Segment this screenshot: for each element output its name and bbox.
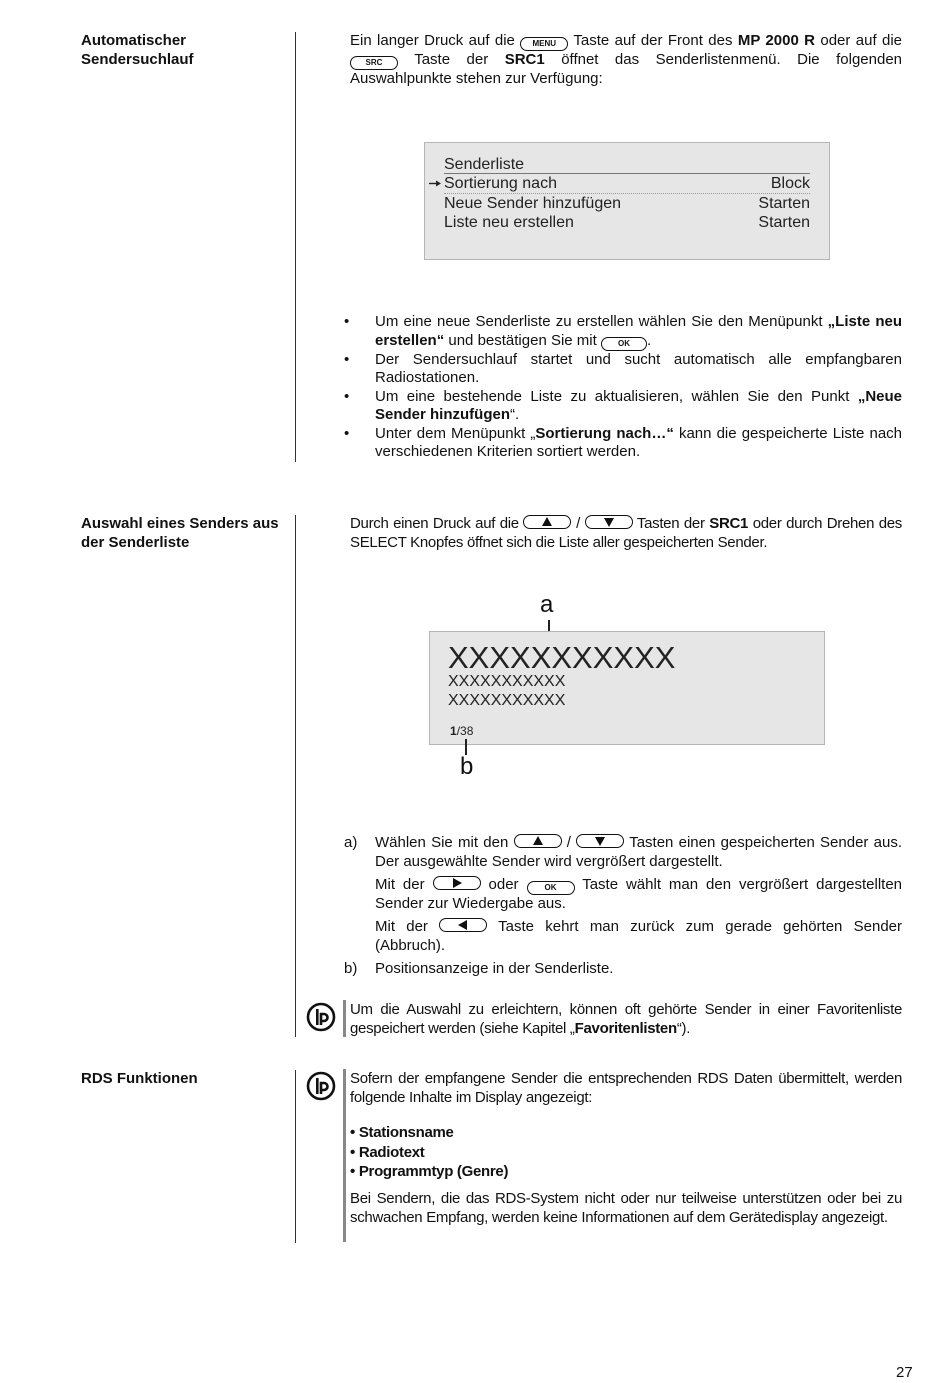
selected-station: XXXXXXXXXXX <box>448 640 676 675</box>
callout-a: a <box>540 591 554 618</box>
select-intro: Durch einen Druck auf die / Tasten der SRC1 oder durch Drehen des SELECT Knopfes öffnet sich die Liste aller gespeicherten Sender. <box>350 515 903 551</box>
auto-intro: Ein langer Druck auf die MENU Taste auf der Front des MP 2000 R oder auf die SRC Taste der SRC1 öffnet das Senderlistenmenü. Die folgenden Auswahlpunkte stehen zur Verfügung: <box>350 32 903 87</box>
right-key-icon <box>433 876 481 890</box>
heading-line: der Senderliste <box>81 533 190 551</box>
section-heading-auto <box>81 32 296 69</box>
page-number: 27 <box>896 1364 913 1381</box>
auto-bullet-list <box>350 313 902 462</box>
item-a-text-3: Mit der Taste kehrt man zurück zum gerade gehörten Sender (Abbruch). <box>375 918 902 954</box>
arrow-right-icon <box>429 179 442 188</box>
ok-key-icon: OK <box>601 337 647 351</box>
ok-key-icon: OK <box>527 881 575 895</box>
note-bar <box>343 1000 346 1037</box>
heading-line: Auswahl eines Senders aus <box>81 515 279 532</box>
item-label-b: b) <box>344 960 358 977</box>
station-list-display <box>429 631 825 745</box>
item-a-text-2: Mit der oder OK Taste wählt man den vergrößert dargestellten Sender zur Wiedergabe aus. <box>375 876 903 912</box>
section-divider <box>295 1070 296 1243</box>
note-bar <box>343 1069 346 1242</box>
bullet-item: • Der Sendersuchlauf startet und sucht automatisch alle empfangbaren Radiostationen. <box>350 351 902 388</box>
src-key-icon: SRC <box>350 56 398 70</box>
rds-list-item: • Radiotext <box>350 1143 425 1161</box>
menu-row-liste-neu: Liste neu erstellen Starten <box>444 214 810 231</box>
up-key-icon <box>523 515 571 529</box>
heading-line: Automatischer <box>81 32 187 49</box>
menu-row-sortierung: Sortierung nach Block <box>444 175 810 192</box>
station-line-2: XXXXXXXXXXX <box>448 673 566 690</box>
rds-list <box>350 1124 508 1182</box>
position-indicator: 1/38 <box>450 724 474 738</box>
down-key-icon <box>585 515 633 529</box>
rds-list-item: • Stationsname <box>350 1124 454 1141</box>
item-a-text-1: Wählen Sie mit den / Tasten einen gespeicherten Sender aus. Der ausgewählte Sender wird vergrößert dargestellt. <box>375 834 902 870</box>
info-icon <box>306 1071 336 1101</box>
heading-line: Sendersuchlauf <box>81 50 194 68</box>
item-b-text: Positionsanzeige in der Senderliste. <box>375 960 614 977</box>
left-key-icon <box>439 918 487 932</box>
menu-row-neue-sender: Neue Sender hinzufügen Starten <box>444 195 810 212</box>
bullet-item: • Um eine neue Senderliste zu erstellen wählen Sie den Menüpunkt „Liste neu erstellen“ und bestätigen Sie mit OK . <box>350 313 902 351</box>
section-divider <box>295 32 296 462</box>
section-heading-rds: RDS Funktionen <box>81 1070 198 1087</box>
station-line-3: XXXXXXXXXXX <box>448 692 566 709</box>
rds-outro: Bei Sendern, die das RDS-System nicht oder nur teilweise unterstützen oder bei zu schwachen Empfang, werden keine Informationen auf dem Gerätedisplay angezeigt. <box>350 1190 902 1226</box>
menu-title: Senderliste <box>444 156 525 173</box>
down-key-icon <box>576 834 624 848</box>
menu-key-icon: MENU <box>520 37 568 51</box>
bullet-item: • Unter dem Menüpunkt „Sortierung nach…“ kann die gespeicherte Liste nach verschiedenen Kriterien sortiert werden. <box>350 425 902 462</box>
callout-b: b <box>460 753 474 780</box>
bullet-item: • Um eine bestehende Liste zu aktualisieren, wählen Sie den Punkt „Neue Sender hinzufügen“. <box>350 388 902 425</box>
rds-intro: Sofern der empfangene Sender die entsprechenden RDS Daten übermittelt, werden folgende Inhalte im Display angezeigt: <box>350 1070 902 1106</box>
up-key-icon <box>514 834 562 848</box>
station-list-menu-display <box>424 142 830 260</box>
info-icon <box>306 1002 336 1032</box>
rds-list-item: • Programmtyp (Genre) <box>350 1163 509 1180</box>
favorites-note: Um die Auswahl zu erleichtern, können oft gehörte Sender in einer Favoritenliste gespeichert werden (siehe Kapitel „Favoritenlisten“). <box>350 1001 902 1037</box>
item-label-a: a) <box>344 834 358 851</box>
section-divider <box>295 515 296 1037</box>
section-heading-select <box>81 515 296 552</box>
